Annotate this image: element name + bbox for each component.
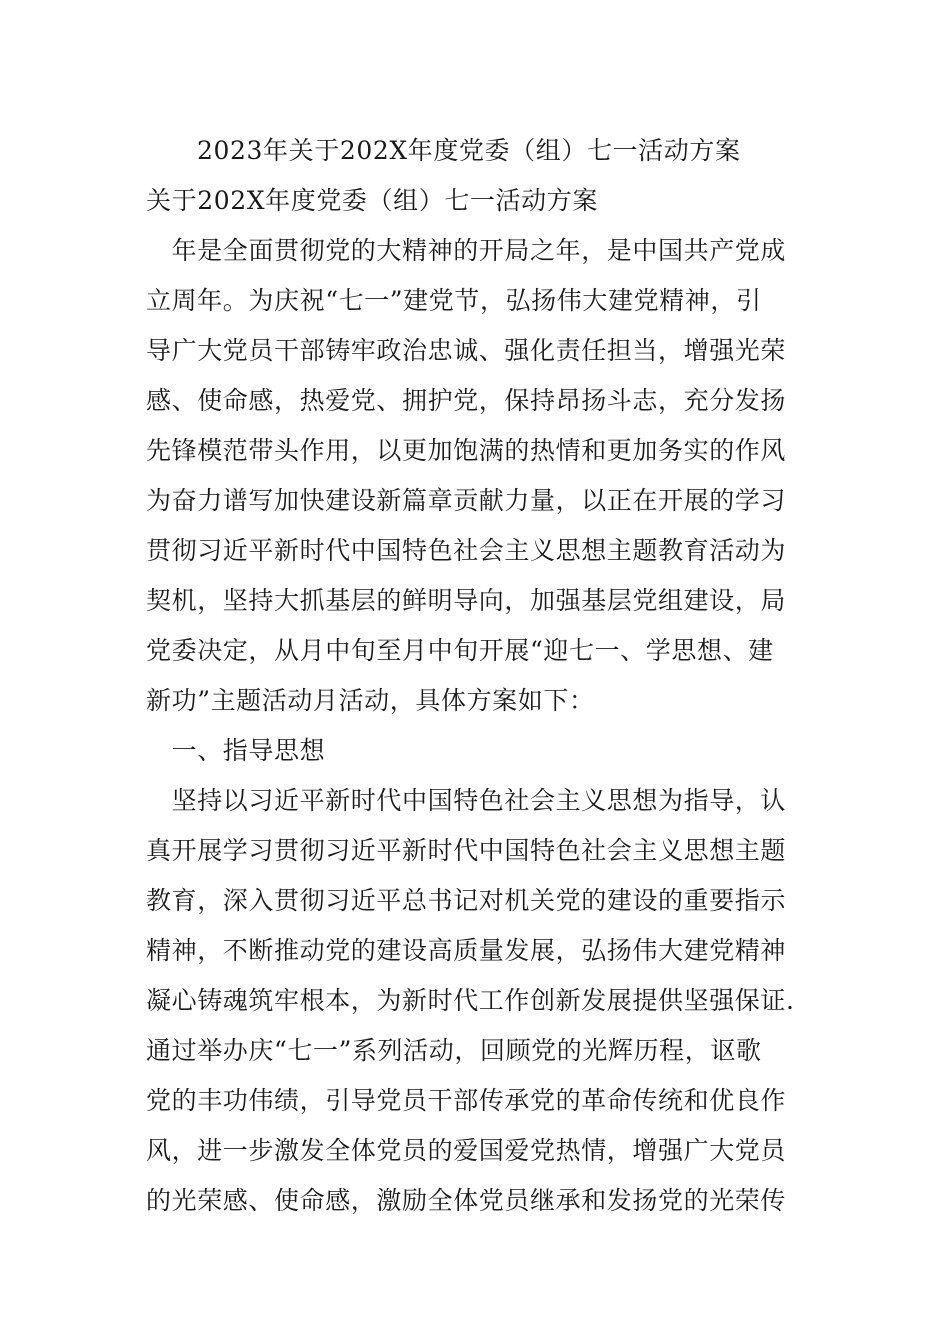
paragraph-line: 精神，不断推动党的建设高质量发展，弘扬伟大建党精神 — [146, 936, 787, 965]
paragraph-line: 立周年。为庆祝“七一”建党节，弘扬伟大建党精神，引 — [146, 286, 762, 315]
document-subtitle: 关于202X年度党委（组）七一活动方案 — [146, 186, 598, 215]
paragraph-line: 风，进一步激发全体党员的爱国爱党热情，增强广大党员 — [146, 1136, 787, 1165]
document-title: 2023年关于202X年度党委（组）七一活动方案 — [197, 136, 741, 165]
paragraph-line: 贯彻习近平新时代中国特色社会主义思想主题教育活动为 — [146, 536, 787, 565]
paragraph-line: 感、使命感，热爱党、拥护党，保持昂扬斗志，充分发扬 — [146, 386, 787, 415]
paragraph-line: 党的丰功伟绩，引导党员干部传承党的革命传统和优良作 — [146, 1086, 787, 1115]
paragraph-line: 坚持以习近平新时代中国特色社会主义思想为指导，认 — [146, 786, 787, 815]
paragraph-line: 新功”主题活动月活动，具体方案如下： — [146, 686, 595, 715]
paragraph-line: 凝心铸魂筑牢根本，为新时代工作创新发展提供坚强保证. — [146, 986, 795, 1015]
paragraph-line: 党委决定，从月中旬至月中旬开展“迎七一、学思想、建 — [146, 636, 774, 665]
paragraph-line: 契机，坚持大抓基层的鲜明导向，加强基层党组建设，局 — [146, 586, 787, 615]
paragraph-line: 的光荣感、使命感，激励全体党员继承和发扬党的光荣传 — [146, 1186, 787, 1215]
paragraph-line: 为奋力谱写加快建设新篇章贡献力量，以正在开展的学习 — [146, 486, 787, 515]
paragraph-line: 年是全面贯彻党的大精神的开局之年，是中国共产党成 — [146, 236, 787, 265]
paragraph-line: 教育，深入贯彻习近平总书记对机关党的建设的重要指示 — [146, 886, 787, 915]
paragraph-line: 真开展学习贯彻习近平新时代中国特色社会主义思想主题 — [146, 836, 787, 865]
section-heading: 一、指导思想 — [146, 736, 326, 765]
paragraph-line: 先锋模范带头作用，以更加饱满的热情和更加务实的作风 — [146, 436, 787, 465]
paragraph-line: 通过举办庆“七一”系列活动，回顾党的光辉历程，讴歌 — [146, 1036, 762, 1065]
paragraph-line: 导广大党员干部铸牢政治忠诚、强化责任担当，增强光荣 — [146, 336, 787, 365]
